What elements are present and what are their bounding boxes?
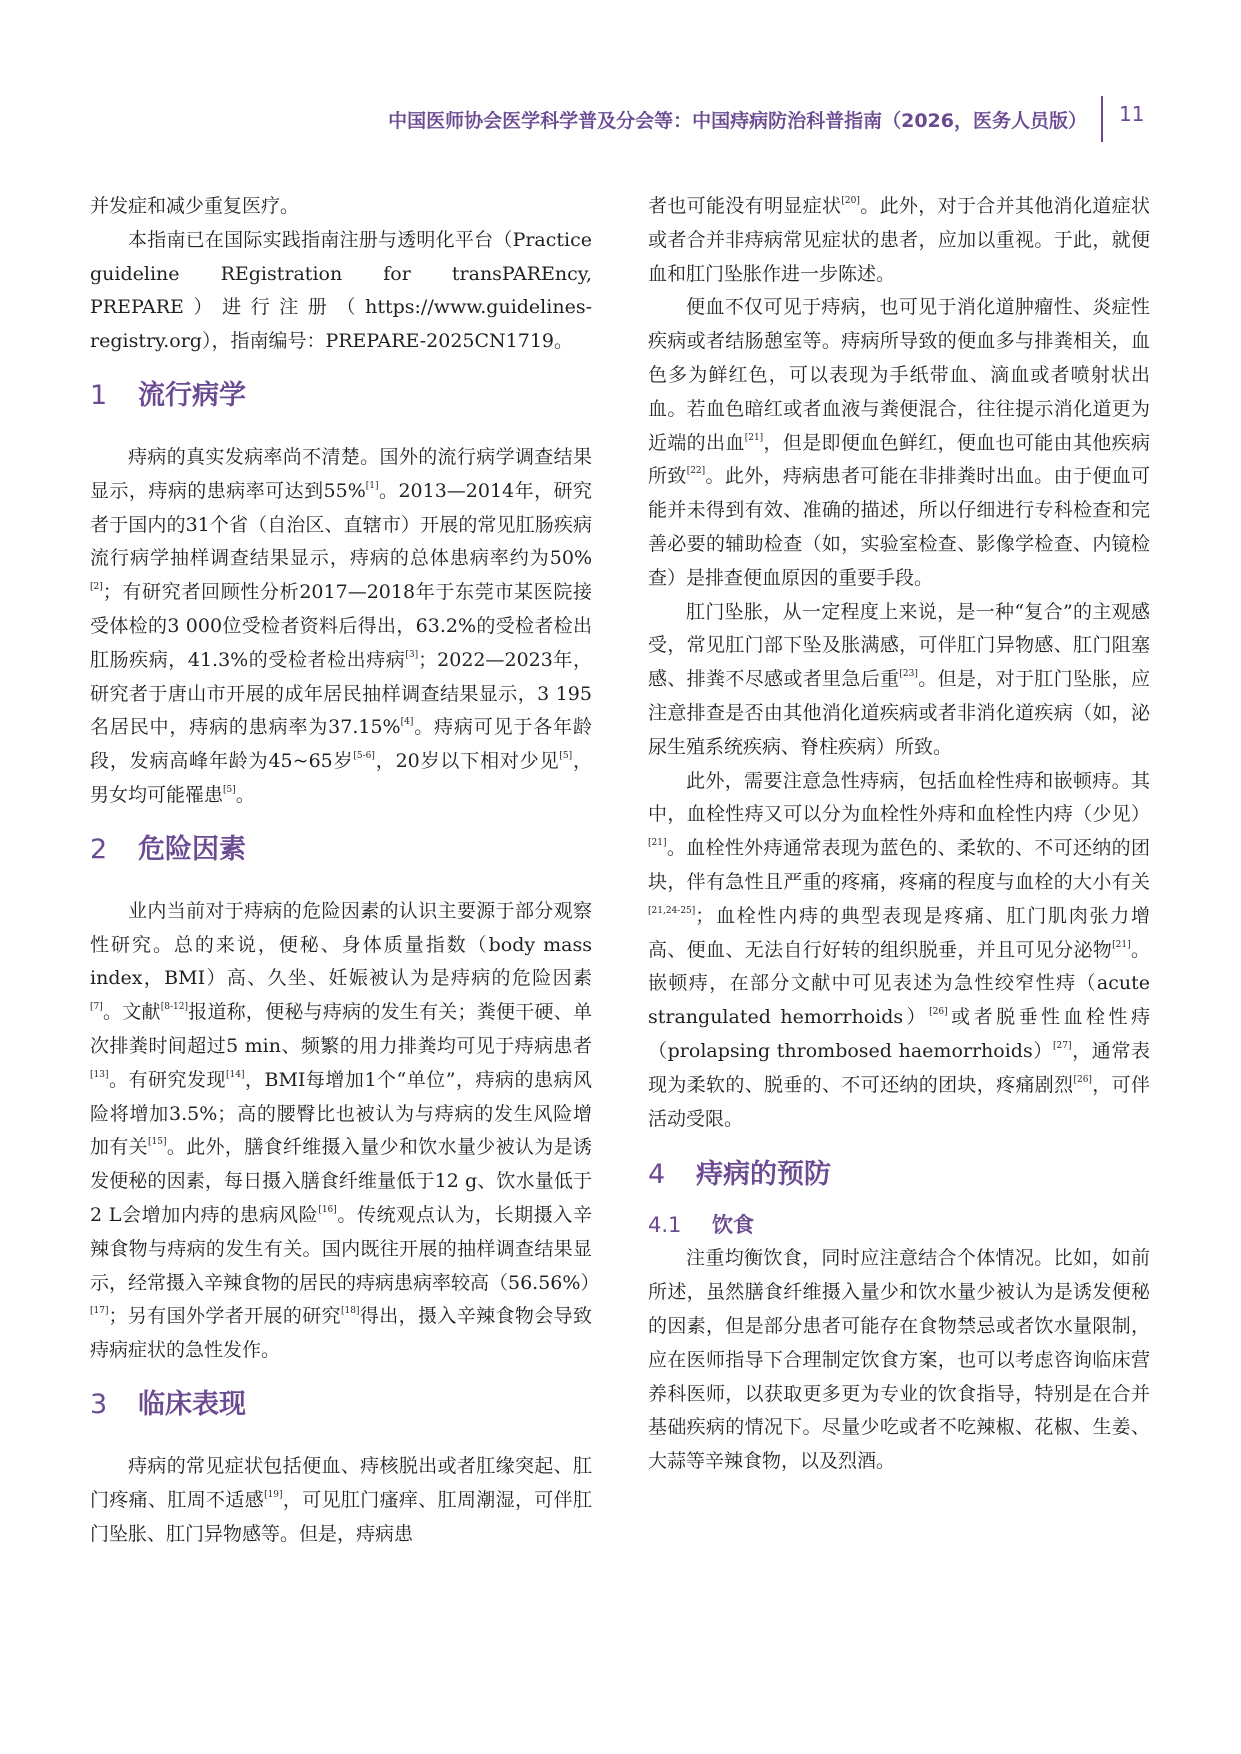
page-number: 11 — [1119, 102, 1145, 126]
section-number: 2 — [90, 833, 108, 865]
citation[interactable]: [3] — [405, 649, 419, 660]
paragraph: 者也可能没有明显症状[20]。此外，对于合并其他消化道症状或者合并非痔病常见症状的患者，应加以重视。于此，就便血和肛门坠胀作进一步陈述。 — [648, 195, 1150, 285]
section-number: 3 — [90, 1388, 108, 1420]
citation[interactable]: [5] — [559, 751, 573, 762]
citation[interactable]: [8-12] — [160, 1002, 188, 1013]
citation[interactable]: [7] — [90, 1002, 103, 1013]
citation[interactable]: [26] — [929, 1007, 948, 1018]
subsection-number: 4.1 — [648, 1213, 682, 1238]
citation[interactable]: [21] — [648, 838, 667, 849]
header-divider — [1101, 96, 1103, 142]
paragraph: 并发症和减少重复医疗。 — [90, 195, 300, 217]
citation[interactable]: [16] — [318, 1204, 337, 1215]
citation[interactable]: [5-6] — [353, 751, 375, 762]
paragraph: 便血不仅可见于痔病，也可见于消化道肿瘤性、炎症性疾病或者结肠憩室等。痔病所导致的便血多与排粪相关，血色多为鲜红色，可以表现为手纸带血、滴血或者喷射状出血。若血色暗红或者血液与粪便混合，往往提示消化道更为近端的出血[21]，但是即便血色鲜红，便血也可能由其他疾病所致[22]。此外，痔病患者可能在非排粪时出血。由于便血可能并未得到有效、准确的描述，所以仔细进行专科检查和完善必要的辅助检查（如，实验室检查、影像学检查、内镜检查）是排查便血原因的重要手段。 — [648, 296, 1150, 589]
section-title: 流行病学 — [138, 379, 246, 411]
section-title: 临床表现 — [138, 1388, 246, 1420]
paragraph: 肛门坠胀，从一定程度上来说，是一种“复合”的主观感受，常见肛门部下坠及胀满感，可伴肛门异物感、肛门阻塞感、排粪不尽感或者里急后重[23]。但是，对于肛门坠胀，应注意排查是否由其他消化道疾病或者非消化道疾病（如，泌尿生殖系统疾病、脊柱疾病）所致。 — [648, 600, 1150, 758]
citation[interactable]: [4] — [400, 717, 414, 728]
citation[interactable]: [1] — [365, 480, 379, 491]
subsection-heading-4-1 — [648, 1210, 1150, 1240]
paragraph: 业内当前对于痔病的危险因素的认识主要源于部分观察性研究。总的来说，便秘、身体质量指数（body mass index，BMI）高、久坐、妊娠被认为是痔病的危险因素[7]。文献[8-12]报道称，便秘与痔病的发生有关；粪便干硬、单次排粪时间超过5 min、频繁的用力排粪均可见于痔病患者[13]。有研究发现[14]，BMI每增加1个“单位”，痔病的患病风险将增加3.5%；高的腰臀比也被认为与痔病的发生风险增加有关[15]。此外，膳食纤维摄入量少和饮水量少被认为是诱发便秘的因素，每日摄入膳食纤维量低于12 g、饮水量低于2 L会增加内痔的患病风险[16]。传统观点认为，长期摄入辛辣食物与痔病的发生有关。国内既往开展的抽样调查结果显示，经常摄入辛辣食物的居民的痔病患病率较高（56.56%）[17]；另有国外学者开展的研究[18]得出，摄入辛辣食物会导致痔病症状的急性发作。 — [90, 899, 600, 1362]
citation[interactable]: [22] — [686, 466, 706, 477]
section-heading-3 — [90, 1388, 592, 1422]
citation[interactable]: [14] — [226, 1069, 245, 1080]
section-heading-2 — [90, 833, 592, 867]
subsection-title: 饮食 — [712, 1213, 754, 1238]
citation[interactable]: [23] — [899, 669, 918, 680]
section-title: 危险因素 — [138, 833, 246, 865]
left-column — [90, 190, 600, 1551]
citation[interactable]: [21] — [1112, 939, 1131, 950]
citation[interactable]: [27] — [1052, 1040, 1072, 1051]
citation[interactable]: [21,24-25] — [648, 905, 696, 916]
citation[interactable]: [13] — [90, 1069, 109, 1080]
citation[interactable]: [2] — [90, 582, 103, 593]
paragraph: 此外，需要注意急性痔病，包括血栓性痔和嵌顿痔。其中，血栓性痔又可以分为血栓性外痔和血栓性内痔（少见）[21]。血栓性外痔通常表现为蓝色的、柔软的、不可还纳的团块，伴有急性且严重的疼痛，疼痛的程度与血栓的大小有关[21,24-25]；血栓性内痔的典型表现是疼痛、肛门肌肉张力增高、便血、无法自行好转的组织脱垂，并且可见分泌物[21]。嵌顿痔，在部分文献中可见表述为急性绞窄性痔（acute strangulated hemorrhoids）[26]或者脱垂性血栓性痔（prolapsing thrombosed haemorrhoids）[27]，通常表现为柔软的、脱垂的、不可还纳的团块，疼痛剧烈[26]，可伴活动受限。 — [648, 769, 1150, 1130]
running-header — [0, 96, 1112, 142]
citation[interactable]: [26] — [1073, 1074, 1092, 1085]
section-number: 1 — [90, 379, 108, 411]
paragraph: 注重均衡饮食，同时应注意结合个体情况。比如，如前所述，虽然膳食纤维摄入量少和饮水量少被认为是诱发便秘的因素，但是部分患者可能存在食物禁忌或者饮水量限制，应在医师指导下合理制定饮食方案，也可以考虑咨询临床营养科医师，以获取更多更为专业的饮食指导，特别是在合并基础疾病的情况下。尽量少吃或者不吃辣椒、花椒、生姜、大蒜等辛辣食物，以及烈酒。 — [648, 1247, 1150, 1473]
section-heading-1 — [90, 379, 592, 413]
citation[interactable]: [21] — [744, 432, 764, 443]
section-number: 4 — [648, 1159, 666, 1191]
citation[interactable]: [18] — [341, 1306, 360, 1317]
citation[interactable]: [17] — [90, 1306, 109, 1317]
citation[interactable]: [5] — [223, 784, 236, 795]
section-title: 痔病的预防 — [696, 1159, 831, 1191]
paragraph: 痔病的真实发病率尚不清楚。国外的流行病学调查结果显示，痔病的患病率可达到55%[1]。2013—2014年，研究者于国内的31个省（自治区、直辖市）开展的常见肛肠疾病流行病学抽样调查结果显示，痔病的总体患病率约为50%[2]；有研究者回顾性分析2017—2018年于东莞市某医院接受体检的3 000位受检者资料后得出，63.2%的受检者检出肛肠疾病，41.3%的受检者检出痔病[3]；2022—2023年，研究者于唐山市开展的成年居民抽样调查结果显示，3 195名居民中，痔病的患病率为37.15%[4]。痔病可见于各年龄段，发病高峰年龄为45~65岁[5-6]，20岁以下相对少见[5]，男女均可能罹患[5]。 — [90, 445, 592, 806]
citation[interactable]: [19] — [264, 1489, 283, 1500]
running-title: 中国医师协会医学科学普及分会等：中国痔病防治科普指南（2026，医务人员版） — [388, 110, 1087, 132]
citation[interactable]: [20] — [841, 196, 860, 206]
right-column — [648, 190, 1150, 1479]
section-heading-4 — [648, 1158, 1150, 1192]
citation[interactable]: [15] — [148, 1137, 167, 1148]
paragraph: 痔病的常见症状包括便血、痔核脱出或者肛缘突起、肛门疼痛、肛周不适感[19]，可见肛门瘙痒、肛周潮湿，可伴肛门坠胀、肛门异物感等。但是，痔病患 — [90, 1454, 592, 1545]
paragraph: 本指南已在国际实践指南注册与透明化平台（Practice guideline REgistration for transPAREncy, PREPARE）进行注册（https://www.guidelines-registry.org），指南编号：PREPARE-2025CN1719。 — [90, 228, 592, 353]
